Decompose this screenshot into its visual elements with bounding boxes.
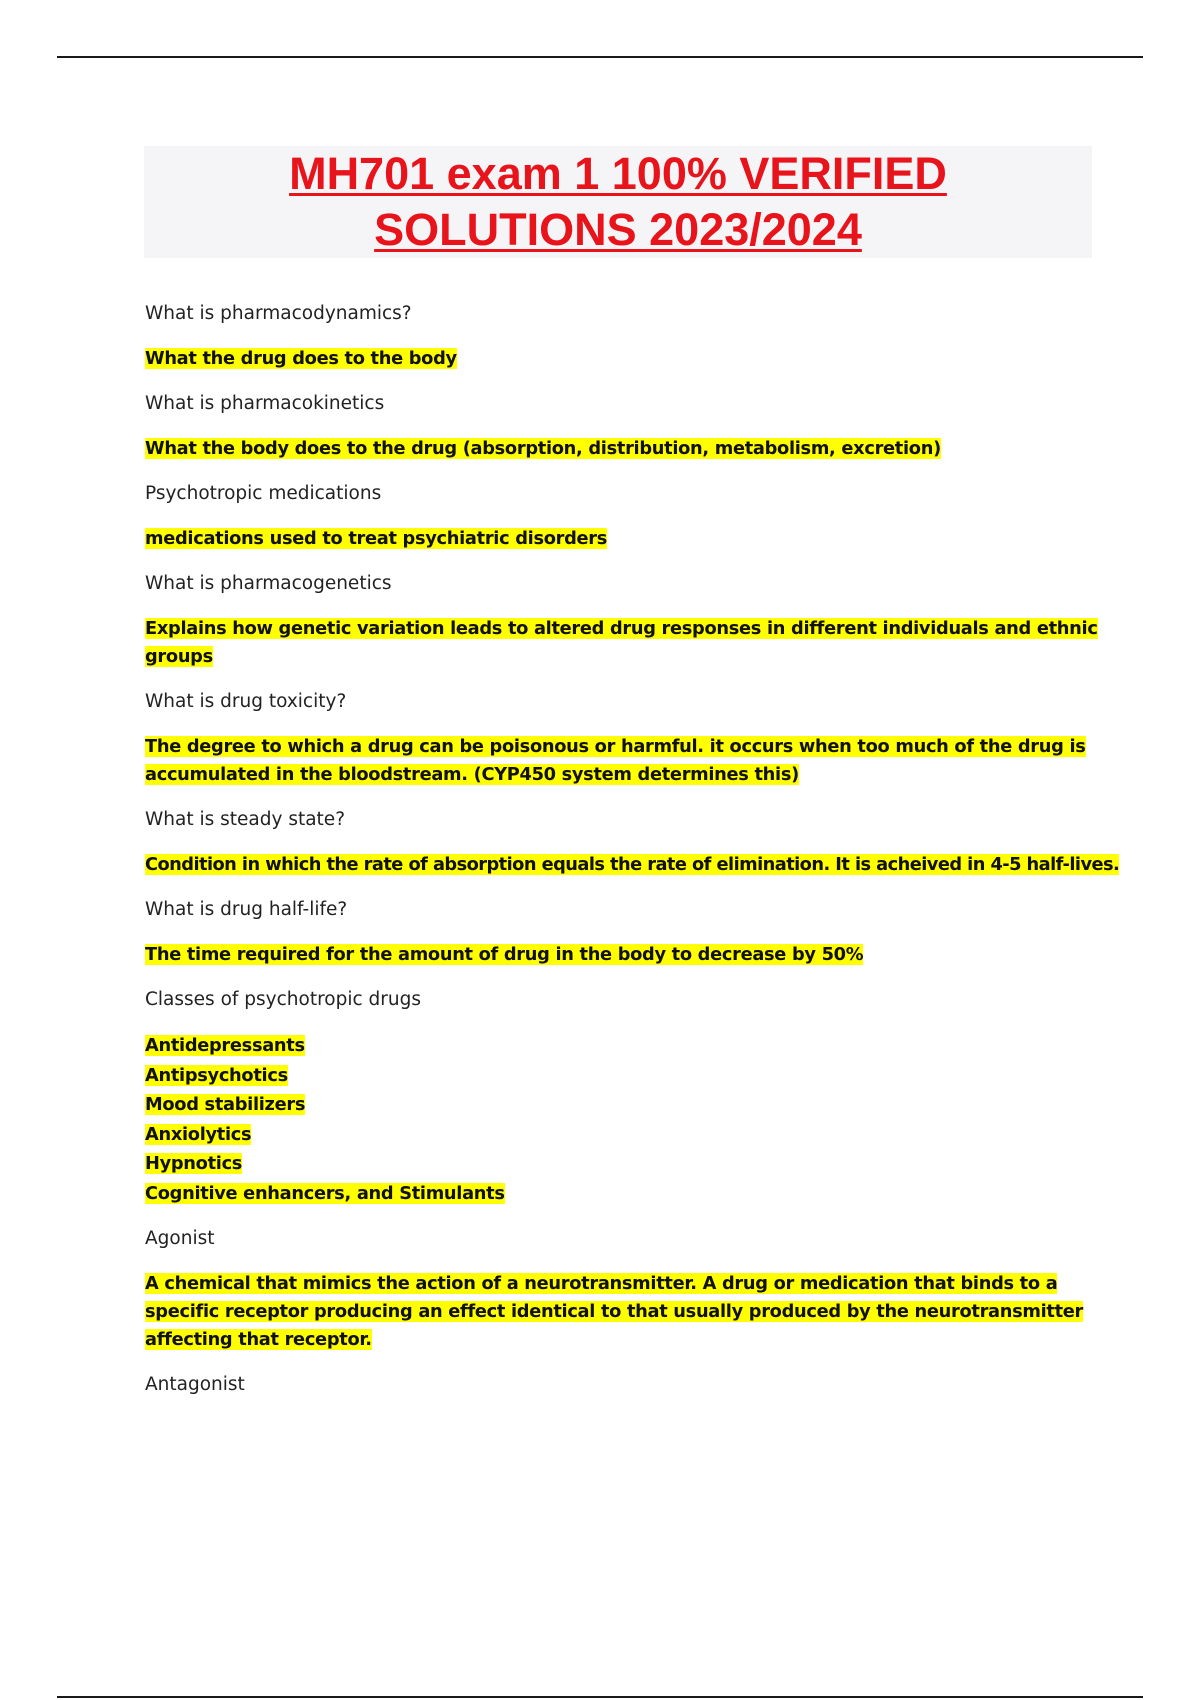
answer-text: The degree to which a drug can be poisonous or harmful. it occurs when too much of the drug is accumulated in the bloodstream. (CYP450 system determines this) xyxy=(145,736,1086,785)
question-pharmacokinetics: What is pharmacokinetics xyxy=(145,393,385,414)
list-item-text: Hypnotics xyxy=(145,1153,243,1174)
question-drug-toxicity: What is drug toxicity? xyxy=(145,691,347,712)
answer-text: What the body does to the drug (absorption, distribution, metabolism, excretion) xyxy=(145,438,941,459)
answer-text: medications used to treat psychiatric disorders xyxy=(145,528,608,549)
answer-steady-state xyxy=(145,851,1120,879)
list-item-text: Antipsychotics xyxy=(145,1064,288,1086)
answer-text: What the drug does to the body xyxy=(145,348,457,369)
answer-agonist xyxy=(145,1270,1105,1354)
title-line-2: SOLUTIONS 2023/2024 xyxy=(374,204,862,255)
answer-drug-toxicity xyxy=(145,733,1105,789)
answer-text: Explains how genetic variation leads to altered drug responses in different individuals and ethnic groups xyxy=(145,618,1098,667)
question-steady-state: What is steady state? xyxy=(145,809,346,830)
list-item xyxy=(145,1090,1105,1120)
title-line-1: MH701 exam 1 100% VERIFIED xyxy=(289,148,947,199)
list-item xyxy=(145,1061,1105,1091)
question-pharmacodynamics: What is pharmacodynamics? xyxy=(145,303,412,324)
list-item xyxy=(145,1031,1105,1061)
answer-psychotropic-medications xyxy=(145,525,1105,553)
question-psychotropic-medications: Psychotropic medications xyxy=(145,483,382,504)
answer-classes-list xyxy=(145,1031,1105,1208)
question-agonist: Agonist xyxy=(145,1228,215,1249)
answer-pharmacodynamics xyxy=(145,345,1105,373)
list-item xyxy=(145,1149,1105,1179)
bottom-rule xyxy=(57,1696,1143,1698)
top-rule xyxy=(57,56,1143,58)
answer-pharmacogenetics xyxy=(145,615,1105,671)
list-item-text: Antidepressants xyxy=(145,1035,305,1056)
title-banner xyxy=(144,146,1092,258)
list-item xyxy=(145,1120,1105,1150)
list-item-text: Cognitive enhancers, and Stimulants xyxy=(145,1182,505,1204)
question-antagonist: Antagonist xyxy=(145,1374,245,1395)
answer-text: A chemical that mimics the action of a neurotransmitter. A drug or medication that binds to a specific receptor producing an effect identical to that usually produced by the neurotransmitter affecting that receptor. xyxy=(145,1273,1084,1350)
answer-pharmacokinetics xyxy=(145,435,1105,463)
question-pharmacogenetics: What is pharmacogenetics xyxy=(145,573,392,594)
answer-drug-half-life xyxy=(145,941,1105,969)
list-item-text: Mood stabilizers xyxy=(145,1094,306,1115)
answer-text: The time required for the amount of drug in the body to decrease by 50% xyxy=(145,944,864,965)
question-drug-half-life: What is drug half-life? xyxy=(145,899,348,920)
list-item xyxy=(145,1179,1105,1209)
qa-content xyxy=(145,300,1120,1416)
list-item-text: Anxiolytics xyxy=(145,1123,252,1145)
answer-text: Condition in which the rate of absorption equals the rate of elimination. It is acheived in 4-5 half-lives. xyxy=(145,854,1120,875)
question-classes-psychotropic-drugs: Classes of psychotropic drugs xyxy=(145,989,421,1010)
